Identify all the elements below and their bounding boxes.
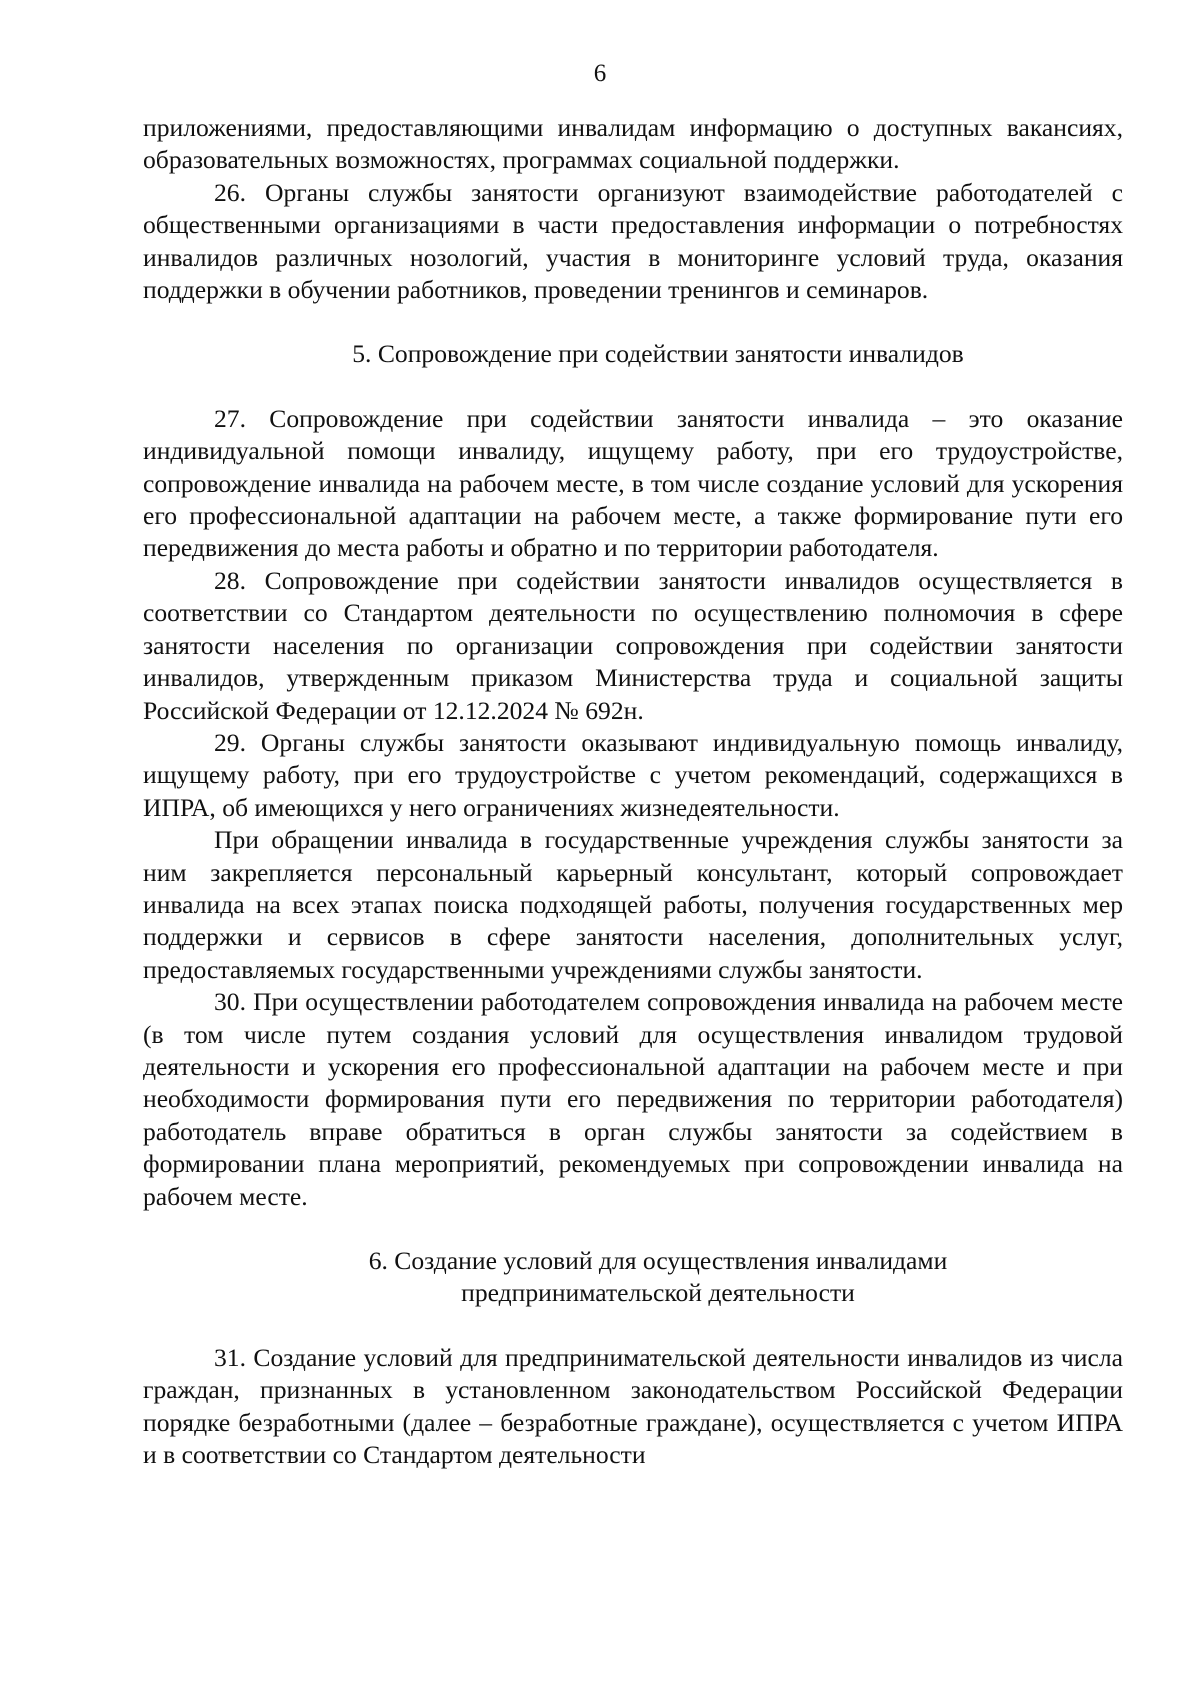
paragraph-26: 26. Органы службы занятости организуют взаимодействие работодателей с общественными организациями в части предоставления информации о потребностях инвалидов различных нозологий, участия в мониторинге условий труда, оказания поддержки в обучении работников, проведении тренингов и семинаров. xyxy=(143,177,1123,305)
paragraph-27: 27. Сопровождение при содействии занятости инвалида – это оказание индивидуальной помощи инвалиду, ищущему работу, при его трудоустройстве, сопровождение инвалида на рабочем месте, в том числе создание условий для ускорения его профессиональной адаптации на рабочем месте, а также формирование пути его передвижения до места работы и обратно и по территории работодателя. xyxy=(143,403,1123,563)
section-heading-6 xyxy=(143,1245,1123,1310)
page-number: 6 xyxy=(593,60,607,87)
paragraph-continuation: приложениями, предоставляющими инвалидам информацию о доступных вакансиях, образовательных возможностях, программах социальной поддержки. xyxy=(143,113,1123,175)
section-heading-6-line-2: предпринимательской деятельности xyxy=(461,1278,855,1308)
paragraph-31: 31. Создание условий для предпринимательской деятельности инвалидов из числа граждан, признанных в установленном законодательством Российской Федерации порядке безработными (далее – безработные граждане), осуществляется с учетом ИПРА и в соответствии со Стандартом деятельности xyxy=(143,1342,1123,1470)
paragraph-29: 29. Органы службы занятости оказывают индивидуальную помощь инвалиду, ищущему работу, при его трудоустройстве с учетом рекомендаций, содержащихся в ИПРА, об имеющихся у него ограничениях жизнедеятельности. xyxy=(143,727,1123,822)
document-body xyxy=(143,112,1123,1471)
paragraph-29-continued: При обращении инвалида в государственные учреждения службы занятости за ним закрепляется персональный карьерный консультант, который сопровождает инвалида на всех этапах поиска подходящей работы, получения государственных мер поддержки и сервисов в сфере занятости населения, дополнительных услуг, предоставляемых государственными учреждениями службы занятости. xyxy=(143,825,1123,984)
paragraph-28: 28. Сопровождение при содействии занятости инвалидов осуществляется в соответствии со Стандартом деятельности по осуществлению полномочия в сфере занятости населения по организации сопровождения при содействии занятости инвалидов, утвержденным приказом Министерства труда и социальной защиты Российской Федерации от 12.12.2024 № 692н. xyxy=(143,565,1123,725)
paragraph-30: 30. При осуществлении работодателем сопровождения инвалида на рабочем месте (в том числе путем создания условий для осуществления инвалидом трудовой деятельности и ускорения его профессиональной адаптации на рабочем месте и при необходимости формирования пути его передвижения по территории работодателя) работодатель вправе обратиться в орган службы занятости за содействием в формировании плана мероприятий, рекомендуемых при сопровождении инвалида на рабочем месте. xyxy=(143,987,1123,1211)
section-heading-5: 5. Сопровождение при содействии занятости инвалидов xyxy=(352,339,964,369)
section-heading-6-line-1: 6. Создание условий для осуществления инвалидами xyxy=(368,1246,948,1275)
